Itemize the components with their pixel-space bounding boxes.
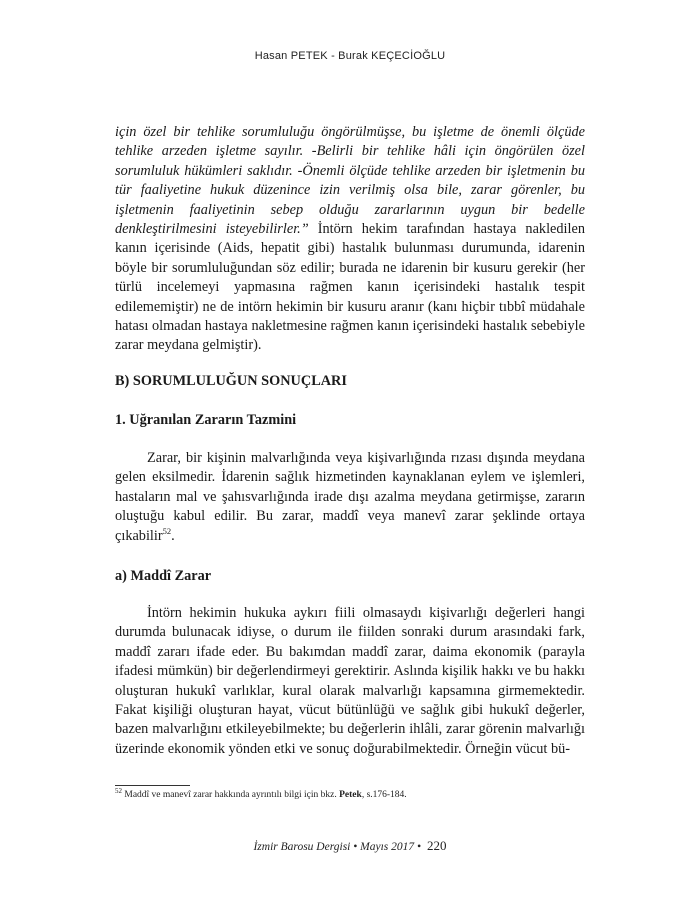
footer-publication: İzmir Barosu Dergisi • Mayıs 2017 • [253,841,422,853]
paragraph-damage-definition [115,449,585,546]
paragraph-material-damage [115,604,585,759]
footnote-pages: , s.176-184. [361,790,407,800]
footnote-divider [115,785,190,786]
subsubsection-heading: a) Maddî Zarar [115,568,212,584]
page-footer [0,838,700,854]
quoted-italic-text: için özel bir tehlike sorumluluğu öngörülmüşse, bu işletme de önemli ölçüde tehlike arzeden işletme sayılır. -Belirli bir tehlike hâli için öngörülen özel sorumluluk hükümleri saklıdır. -Önemli ölçüde tehlike arzeden bir işletmenin bu tür faaliyetine hukuk düzenince izin verilmiş olsa bile, zarar görenler, bu işletmenin faaliyetinin sebep olduğu zararlarının uygun bir bedelle denkleştirilmesini isteyebilirler.” [115,124,585,238]
footnote-reference[interactable]: 52 [162,525,172,536]
paragraph-continuation [115,123,585,356]
footnote-text: Maddî ve manevî zarar hakkında ayrıntılı bilgi için bkz. [122,790,340,800]
running-head-authors: Hasan PETEK - Burak KEÇECİOĞLU [254,50,446,62]
paragraph-text: İntörn hekim tarafından hastaya nakledilen kanın içerisinde (Aids, hepatit gibi) hastalık bulunması durumunda, idarenin böyle bir sorumluluğundan söz edilir; burada ne idarenin bir kusuru gerekir (her türlü incelemeyi yapmasına rağmen kanın içerisindeki hastalık tespit edilememiştir) ne de intörn hekimin bir kusuru aranır (kanı hiçbir tıbbî müdahale hatası olmadan hastaya nakletmesine rağmen kanın içerisindeki hastalık sebebiyle zarar meydana gelmiştir). [115,221,585,354]
page-number: 220 [427,838,447,853]
footnote-number: 52 [115,786,122,795]
paragraph-text: İntörn hekimin hukuka aykırı fiili olmasaydı kişivarlığı değerleri hangi durumda bulunacak idiyse, o durum ile fiilden sonraki durum arasındaki fark, maddî zararı ifade eder. Bu bakımdan maddî zarar, daima ekonomik (parayla ifadesi mümkün) bir değerlendirmeyi gerektirir. Aslında kişilik hakkı ve bu hakkı oluşturan hukukî varlıklar, kural olarak malvarlığı kapsamına girmemektedir. Fakat kişiliği oluşturan hayat, vücut bütünlüğü ve sağlık gibi hukukî değerler, bazen malvarlığını etkileyebilmekte; bu değerlerin ihlâli, zarar görenin malvarlığı üzerinde ekonomik yönden etki ve sonuç doğurabilmektedir. Örneğin vücut bü- [115,605,585,757]
paragraph-text: Zarar, bir kişinin malvarlığında veya kişivarlığında rızası dışında meydana gelen eksilmedir. İdarenin sağlık hizmetinden kaynaklanan eylem ve işlemleri, hastaların mal ve şahısvarlığında irade dışı azalma meydana getirmişse, zararın oluştuğu kabul edilir. Bu zarar, maddî veya manevî zarar şeklinde ortaya çıkabilir [115,450,585,544]
section-heading: B) SORUMLULUĞUN SONUÇLARI [115,373,347,389]
paragraph-end: . [171,527,175,544]
running-head [0,50,700,62]
footnote [115,786,585,800]
footnote-bold-author: Petek [339,790,362,800]
subsection-heading: 1. Uğranılan Zararın Tazmini [115,412,297,428]
